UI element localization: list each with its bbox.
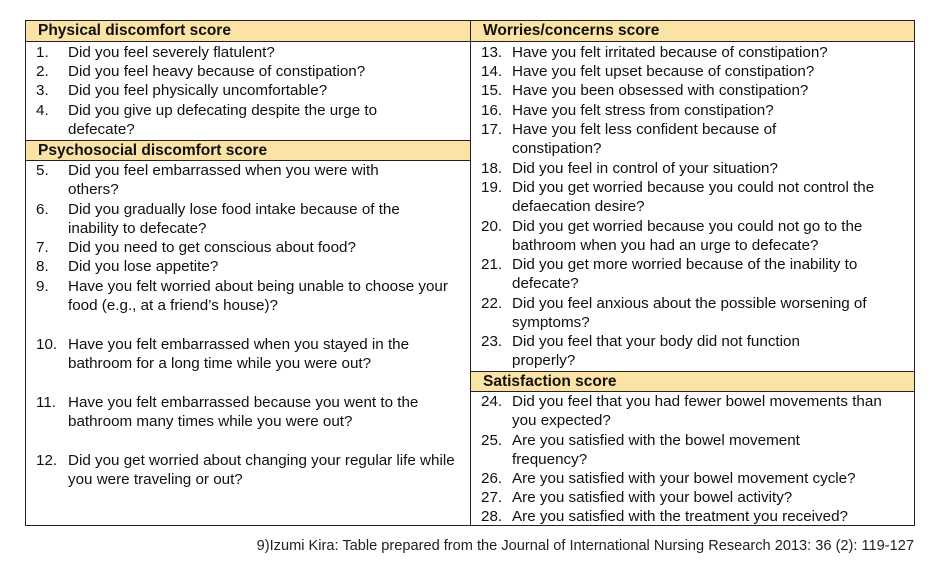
score-table xyxy=(25,20,915,526)
physical-header: Physical discomfort score xyxy=(26,21,470,42)
physical-section xyxy=(26,21,470,42)
source-citation: 9)Izumi Kira: Table prepared from the Journal of International Nursing Research 2013: 36 (2): 119-127 xyxy=(256,538,914,554)
right-column: Worries/concerns score 13. Have you felt irritated because of constipation? 14. Have you felt upset because of constipation? 15. Have you been obsessed with constipation? 16. Have you felt stress from constipation? 17. Have you felt less confident because of constipation? 18. Did you feel in control of your situation? 19. Did you get worried because you could not control the defaecation desire? 20. Did you get worried because you could not go to the bathroom when you had an urge to defecate? 21. Did you get more worried because of the inability to defecate? 22. Did you feel anxious about the possible worsening of symptoms? 23. Did you feel that your body did not function properly? Satisfaction score 24. Did you feel that you had fewer bowel movements than you expected? 25. Are you satisfied with the bowel movement frequency? 26. Are you satisfied with your bowel movement cycle? 27. Are you satisfied with your bowel activity? 28. Are you satisfied with the treatment you received? xyxy=(471,21,914,525)
psychosocial-section xyxy=(26,140,470,161)
worries-section xyxy=(471,21,914,42)
satisfaction-header: Satisfaction score xyxy=(471,371,914,392)
satisfaction-section xyxy=(471,371,914,392)
psychosocial-header: Psychosocial discomfort score xyxy=(26,140,470,161)
left-column: Physical discomfort score 1. Did you feel severely flatulent? 2. Did you feel heavy because of constipation? 3. Did you feel physically uncomfortable? 4. Did you give up defecating despite the urge to defecate? Psychosocial discomfort score 5. Did you feel embarrassed when you were with others? 6. Did you gradually lose food intake because of the inability to defecate? 7. Did you need to get conscious about food? 8. Did you lose appetite? 9. Have you felt worried about being unable to choose your food (e.g., at a friend’s house)? 10. Have you felt embarrassed when you stayed in the bathroom for a long time while you were out? 11. Have you felt embarrassed because you went to the bathroom many times while you were out? 12. Did you get worried about changing your regular life while you were traveling or out? xyxy=(26,21,471,525)
worries-header: Worries/concerns score xyxy=(471,21,914,42)
